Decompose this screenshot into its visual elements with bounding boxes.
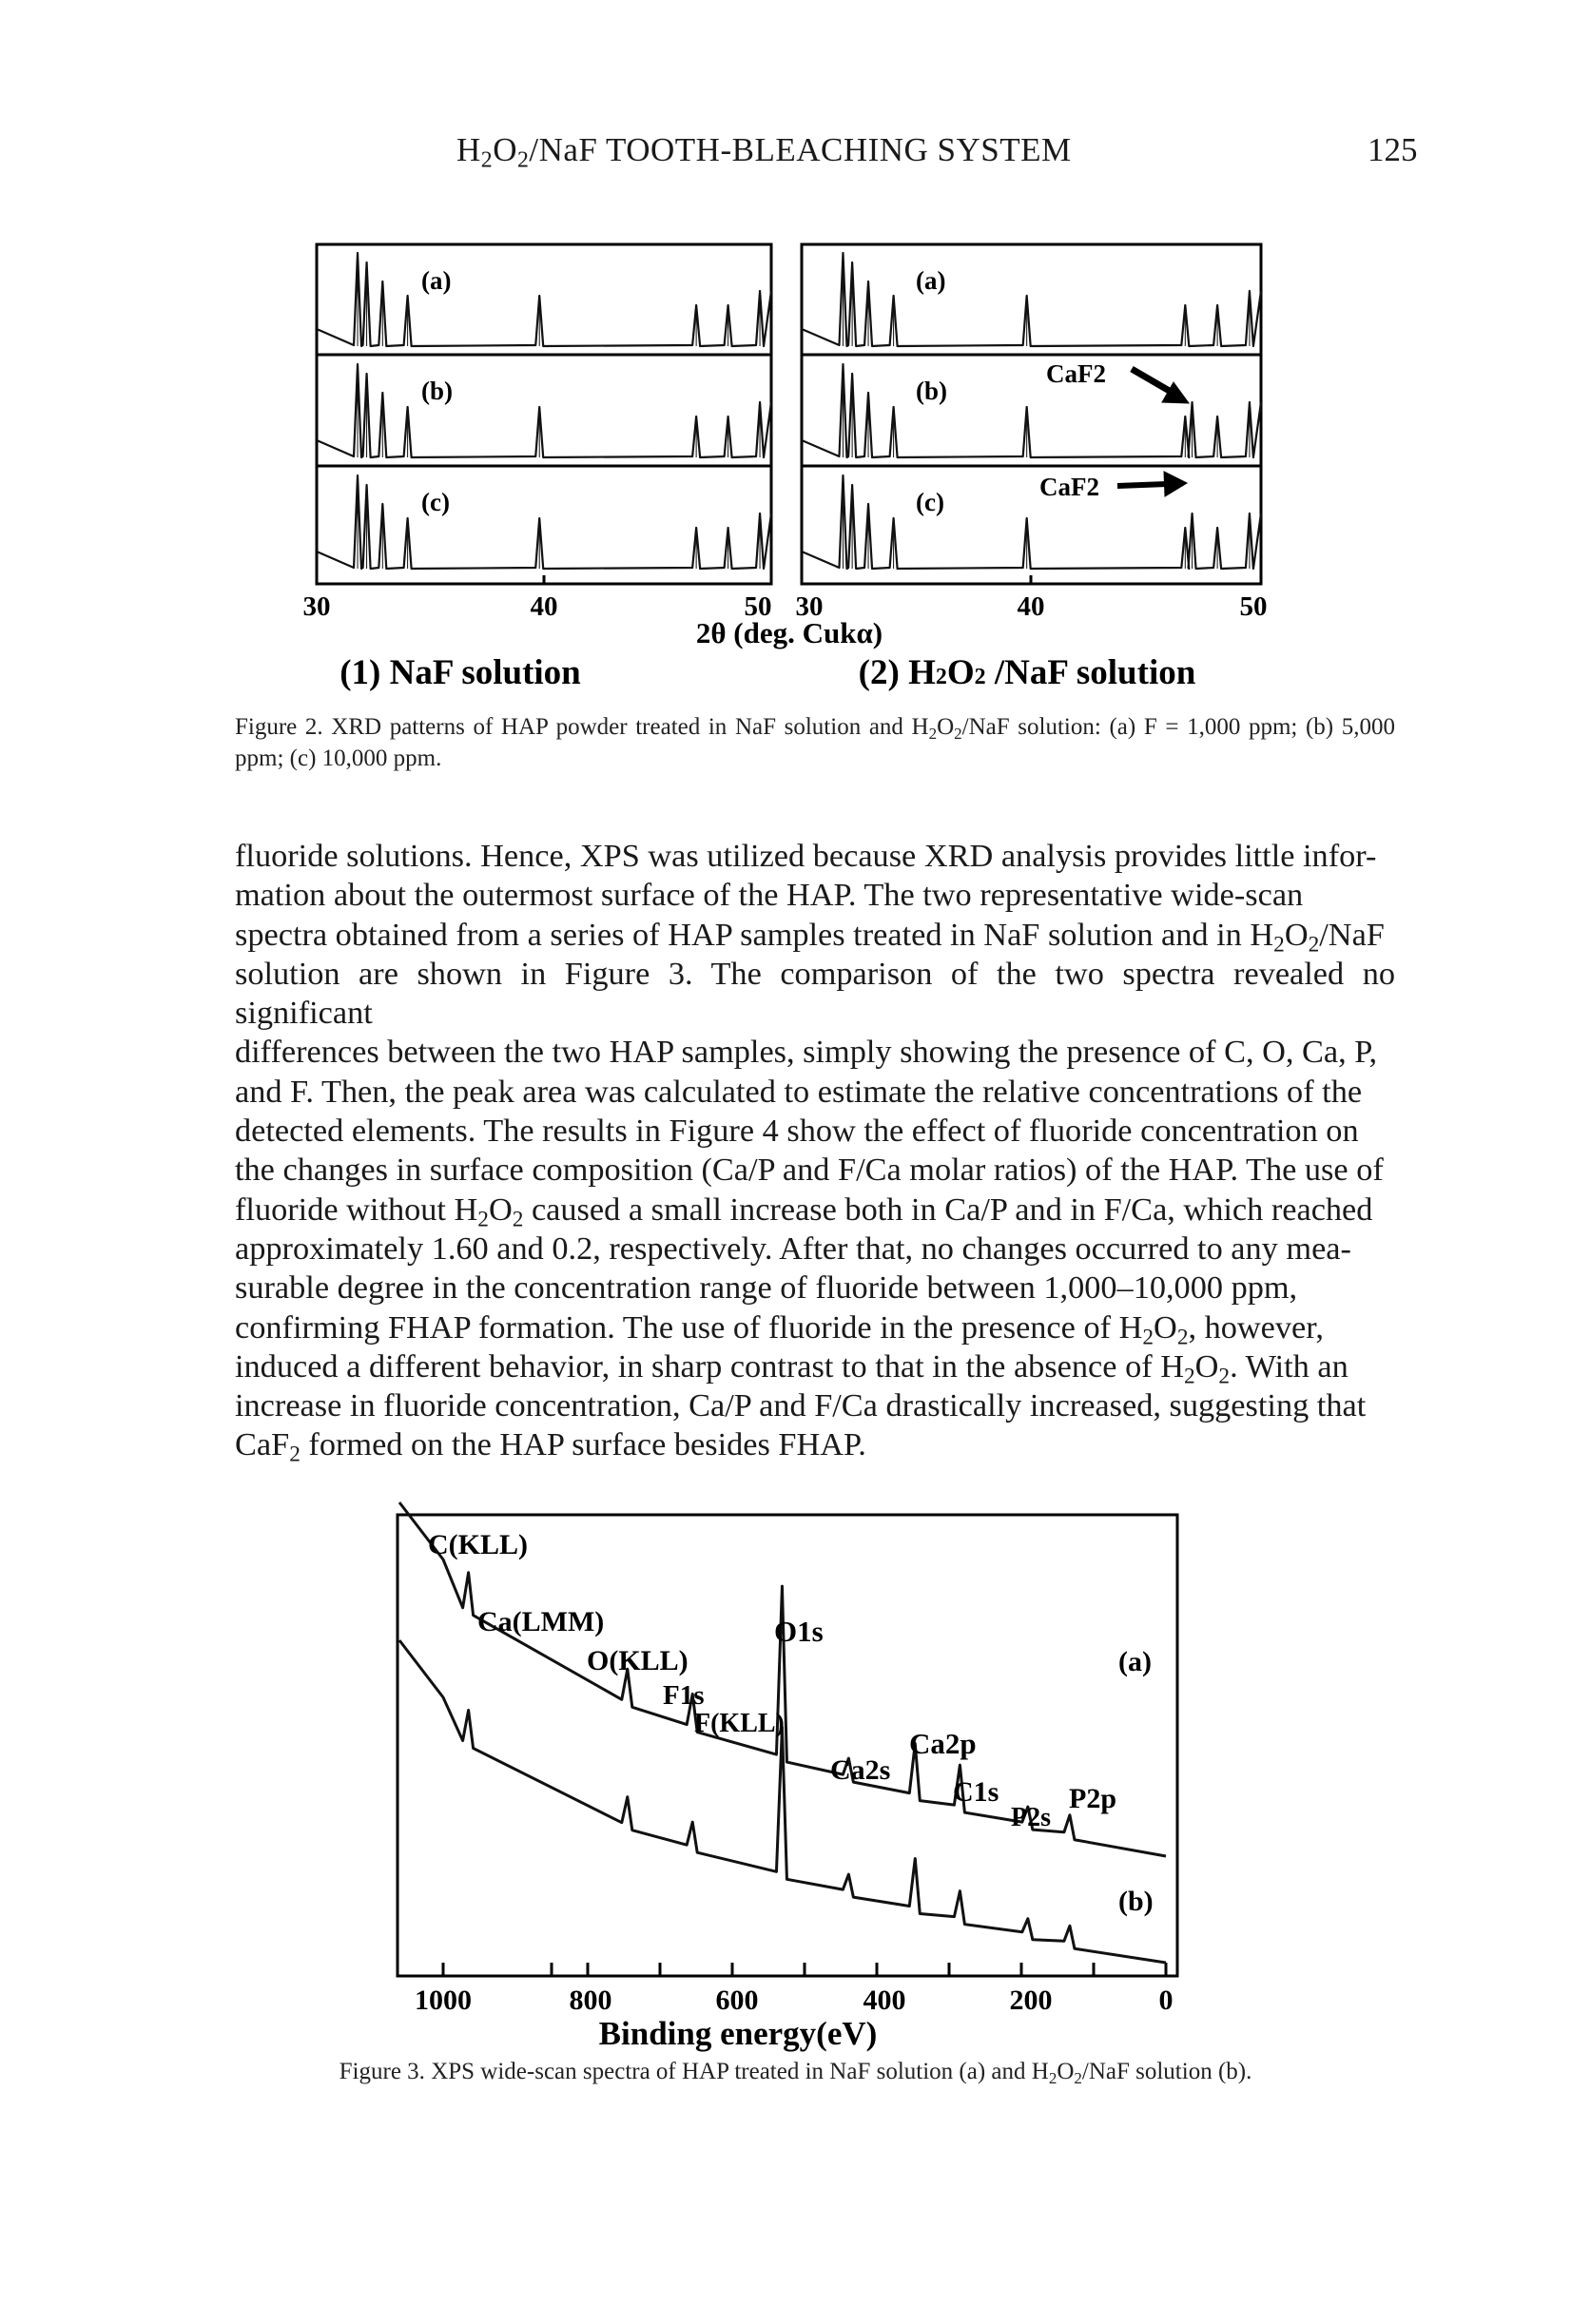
fig2-right-title-sub: 2 [935, 665, 947, 689]
xps-trace-a [399, 1502, 1166, 1856]
body-text-segment: , however, [1188, 1308, 1324, 1346]
body-text-segment: and F. Then, the peak area was calculated to estimate the relative concentrations of the [235, 1073, 1363, 1110]
body-line [235, 837, 1395, 876]
xps-peak-label-ca-lmm: Ca(LMM) [477, 1606, 605, 1637]
body-subscript: 2 [1176, 1325, 1189, 1350]
fig2-right-trace-label: (b) [916, 377, 947, 405]
fig2-x-axis-label: 2θ (deg. Cukα) [695, 616, 883, 649]
body-subscript: 2 [1308, 932, 1320, 958]
body-line [235, 876, 1395, 915]
xps-trace-b [399, 1640, 1166, 1963]
fig2-x-tick-label: 30 [302, 591, 331, 622]
body-text-segment: differences between the two HAP samples, simply showing the presence of C, O, Ca, P, [235, 1034, 1378, 1071]
fig2-right-title-part: (2) H [858, 653, 936, 692]
body-line [235, 1269, 1395, 1307]
caption-text: XPS wide-scan spectra of HAP treated in NaF solution (a) and H [424, 2059, 1049, 2084]
fig2-right-title-part: /NaF solution [985, 653, 1196, 692]
fig3-x-tick-label: 400 [863, 1985, 906, 2016]
fig2-x-tick-label: 40 [1017, 591, 1045, 622]
body-text-segment: approximately 1.60 and 0.2, respectively. After that, no changes occurred to any mea- [235, 1230, 1351, 1267]
xps-peak-label-f-kll: F(KLL) [694, 1709, 785, 1738]
head-title-sub: 2 [516, 147, 530, 173]
head-title-sub: 2 [480, 147, 494, 173]
caf2-arrow-icon [1132, 369, 1189, 403]
body-text-segment: caused a small increase both in Ca/P and in F/Ca, which reached [523, 1191, 1373, 1228]
caf2-annotation: CaF2 [1039, 473, 1099, 501]
figure-2-xrd [0, 0, 1591, 723]
fig2-right-trace-label: (a) [916, 266, 946, 295]
caption-sub: 2 [954, 724, 962, 743]
caption-text: XRD patterns of HAP powder treated in NaF solution and H [322, 714, 929, 740]
fig2-left-trace-label: (a) [421, 266, 452, 295]
body-line [235, 1191, 1395, 1230]
body-text-segment: fluoride without H [235, 1191, 478, 1228]
fig3-x-tick-label: 600 [715, 1985, 759, 2016]
body-text-segment: O [1154, 1308, 1177, 1346]
xps-peak-label-c1s: C1s [953, 1776, 999, 1808]
body-subscript: 2 [1142, 1325, 1154, 1350]
xrd-trace-right-1 [802, 253, 1261, 346]
body-text-segment: mation about the outermost surface of the HAP. The two representative wide-scan [235, 877, 1304, 914]
body-line [235, 1151, 1395, 1190]
body-line [235, 1347, 1395, 1389]
caption-label: Figure 3. [339, 2059, 425, 2084]
body-subscript: 2 [1218, 1364, 1231, 1389]
xps-peak-label-p2p: P2p [1069, 1783, 1117, 1814]
figure-2-caption [235, 711, 1395, 774]
fig2-x-tick-label: 50 [744, 591, 772, 622]
caption-text: /NaF solution: (a) F = 1,000 ppm; (b) 5,000 ppm; (c) 10,000 ppm. [235, 714, 1396, 771]
xrd-trace-left-3 [317, 475, 771, 569]
fig2-right-trace-label: (c) [916, 488, 944, 516]
body-text-segment: . With an [1230, 1347, 1348, 1385]
body-text-segment: detected elements. The results in Figure 4 show the effect of fluoride concentration on [235, 1113, 1359, 1150]
body-line [235, 1386, 1395, 1425]
body-text-segment: induced a different behavior, in sharp contrast to that in the absence of H [235, 1347, 1184, 1385]
figure-3-caption [0, 2059, 1591, 2085]
xrd-trace-left-2 [317, 364, 771, 457]
body-text-segment: fluoride solutions. Hence, XPS was utilized because XRD analysis provides little infor- [235, 838, 1377, 874]
fig3-x-tick-label: 0 [1158, 1985, 1174, 2016]
caf2-arrow-icon [1117, 472, 1187, 496]
body-line [235, 1033, 1395, 1072]
body-subscript: 2 [477, 1207, 489, 1232]
body-text-segment: /NaF [1319, 916, 1385, 953]
head-title-part: H [456, 131, 481, 168]
body-text-segment: O [488, 1191, 513, 1228]
body-line [235, 1073, 1395, 1112]
xrd-trace-left-1 [317, 253, 771, 346]
fig3-x-tick-label: 800 [569, 1985, 612, 2016]
fig3-x-tick-label: 1000 [415, 1985, 472, 2016]
head-title-part: /NaF TOOTH-BLEACHING SYSTEM [529, 131, 1072, 168]
body-text-segment: spectra obtained from a series of HAP samples treated in NaF solution and in H [235, 916, 1274, 953]
body-text-segment: formed on the HAP surface besides FHAP. [300, 1426, 866, 1463]
xps-trace-label-b: (b) [1118, 1886, 1154, 1917]
body-subscript: 2 [1183, 1364, 1195, 1389]
body-line [235, 916, 1395, 958]
body-text-segment: O [1284, 916, 1309, 953]
xps-trace-label-a: (a) [1118, 1646, 1152, 1677]
page-number: 125 [1368, 131, 1418, 168]
body-line [235, 1230, 1395, 1269]
fig2-left-panel-title: (1) NaF solution [340, 653, 581, 692]
caption-text: /NaF solution (b). [1081, 2059, 1252, 2084]
fig2-x-tick-label: 30 [795, 591, 824, 622]
body-subscript: 2 [289, 1442, 301, 1467]
head-title-part: O [493, 131, 517, 168]
body-line [235, 1308, 1395, 1350]
caption-sub: 2 [1074, 2068, 1082, 2087]
caption-sub: 2 [928, 724, 938, 743]
xps-peak-label-o-kll: O(KLL) [587, 1645, 689, 1676]
body-line [235, 955, 1395, 1034]
fig2-right-title-part: O [946, 653, 975, 692]
caption-text: O [937, 714, 955, 740]
body-text-segment: surable degree in the concentration range of fluoride between 1,000–10,000 ppm, [235, 1269, 1298, 1307]
xps-peak-label-f1s: F1s [663, 1680, 705, 1711]
caf2-annotation: CaF2 [1046, 359, 1106, 388]
xps-peak-label-ca2s: Ca2s [830, 1754, 891, 1786]
body-line [235, 1112, 1395, 1151]
caption-text: O [1057, 2059, 1075, 2084]
xps-peak-label-o1s: O1s [774, 1615, 824, 1648]
fig2-x-tick-label: 50 [1239, 591, 1268, 622]
fig2-left-trace-label: (c) [421, 488, 450, 516]
body-paragraph [235, 837, 1395, 1465]
fig2-right-title-sub: 2 [974, 665, 986, 689]
body-text-segment: solution are shown in Figure 3. The comparison of the two spectra revealed no significant [235, 955, 1395, 1032]
fig3-frame [398, 1515, 1177, 1976]
xps-peak-label-ca2p: Ca2p [909, 1727, 977, 1760]
body-text-segment: the changes in surface composition (Ca/P and F/Ca molar ratios) of the HAP. The use of [235, 1152, 1384, 1189]
fig3-x-tick-label: 200 [1009, 1985, 1053, 2016]
body-line [235, 1425, 1395, 1467]
body-subscript: 2 [512, 1207, 524, 1232]
body-subscript: 2 [1273, 932, 1285, 958]
fig2-left-trace-label: (b) [421, 377, 453, 405]
body-text-segment: O [1194, 1347, 1219, 1385]
body-text-segment: increase in fluoride concentration, Ca/P and F/Ca drastically increased, suggesting that [235, 1387, 1367, 1424]
fig2-x-tick-label: 40 [530, 591, 558, 622]
fig3-x-axis-label: Binding energy(eV) [598, 2015, 878, 2052]
body-text-segment: confirming FHAP formation. The use of fluoride in the presence of H [235, 1308, 1143, 1346]
caption-label: Figure 2. [235, 714, 323, 740]
body-text-segment: CaF [235, 1426, 290, 1463]
xps-peak-label-p2s: P2s [1011, 1803, 1051, 1832]
xps-peak-label-c-kll: C(KLL) [428, 1529, 528, 1560]
fig2-right-panel-title [859, 653, 1196, 692]
caption-sub: 2 [1048, 2068, 1057, 2087]
